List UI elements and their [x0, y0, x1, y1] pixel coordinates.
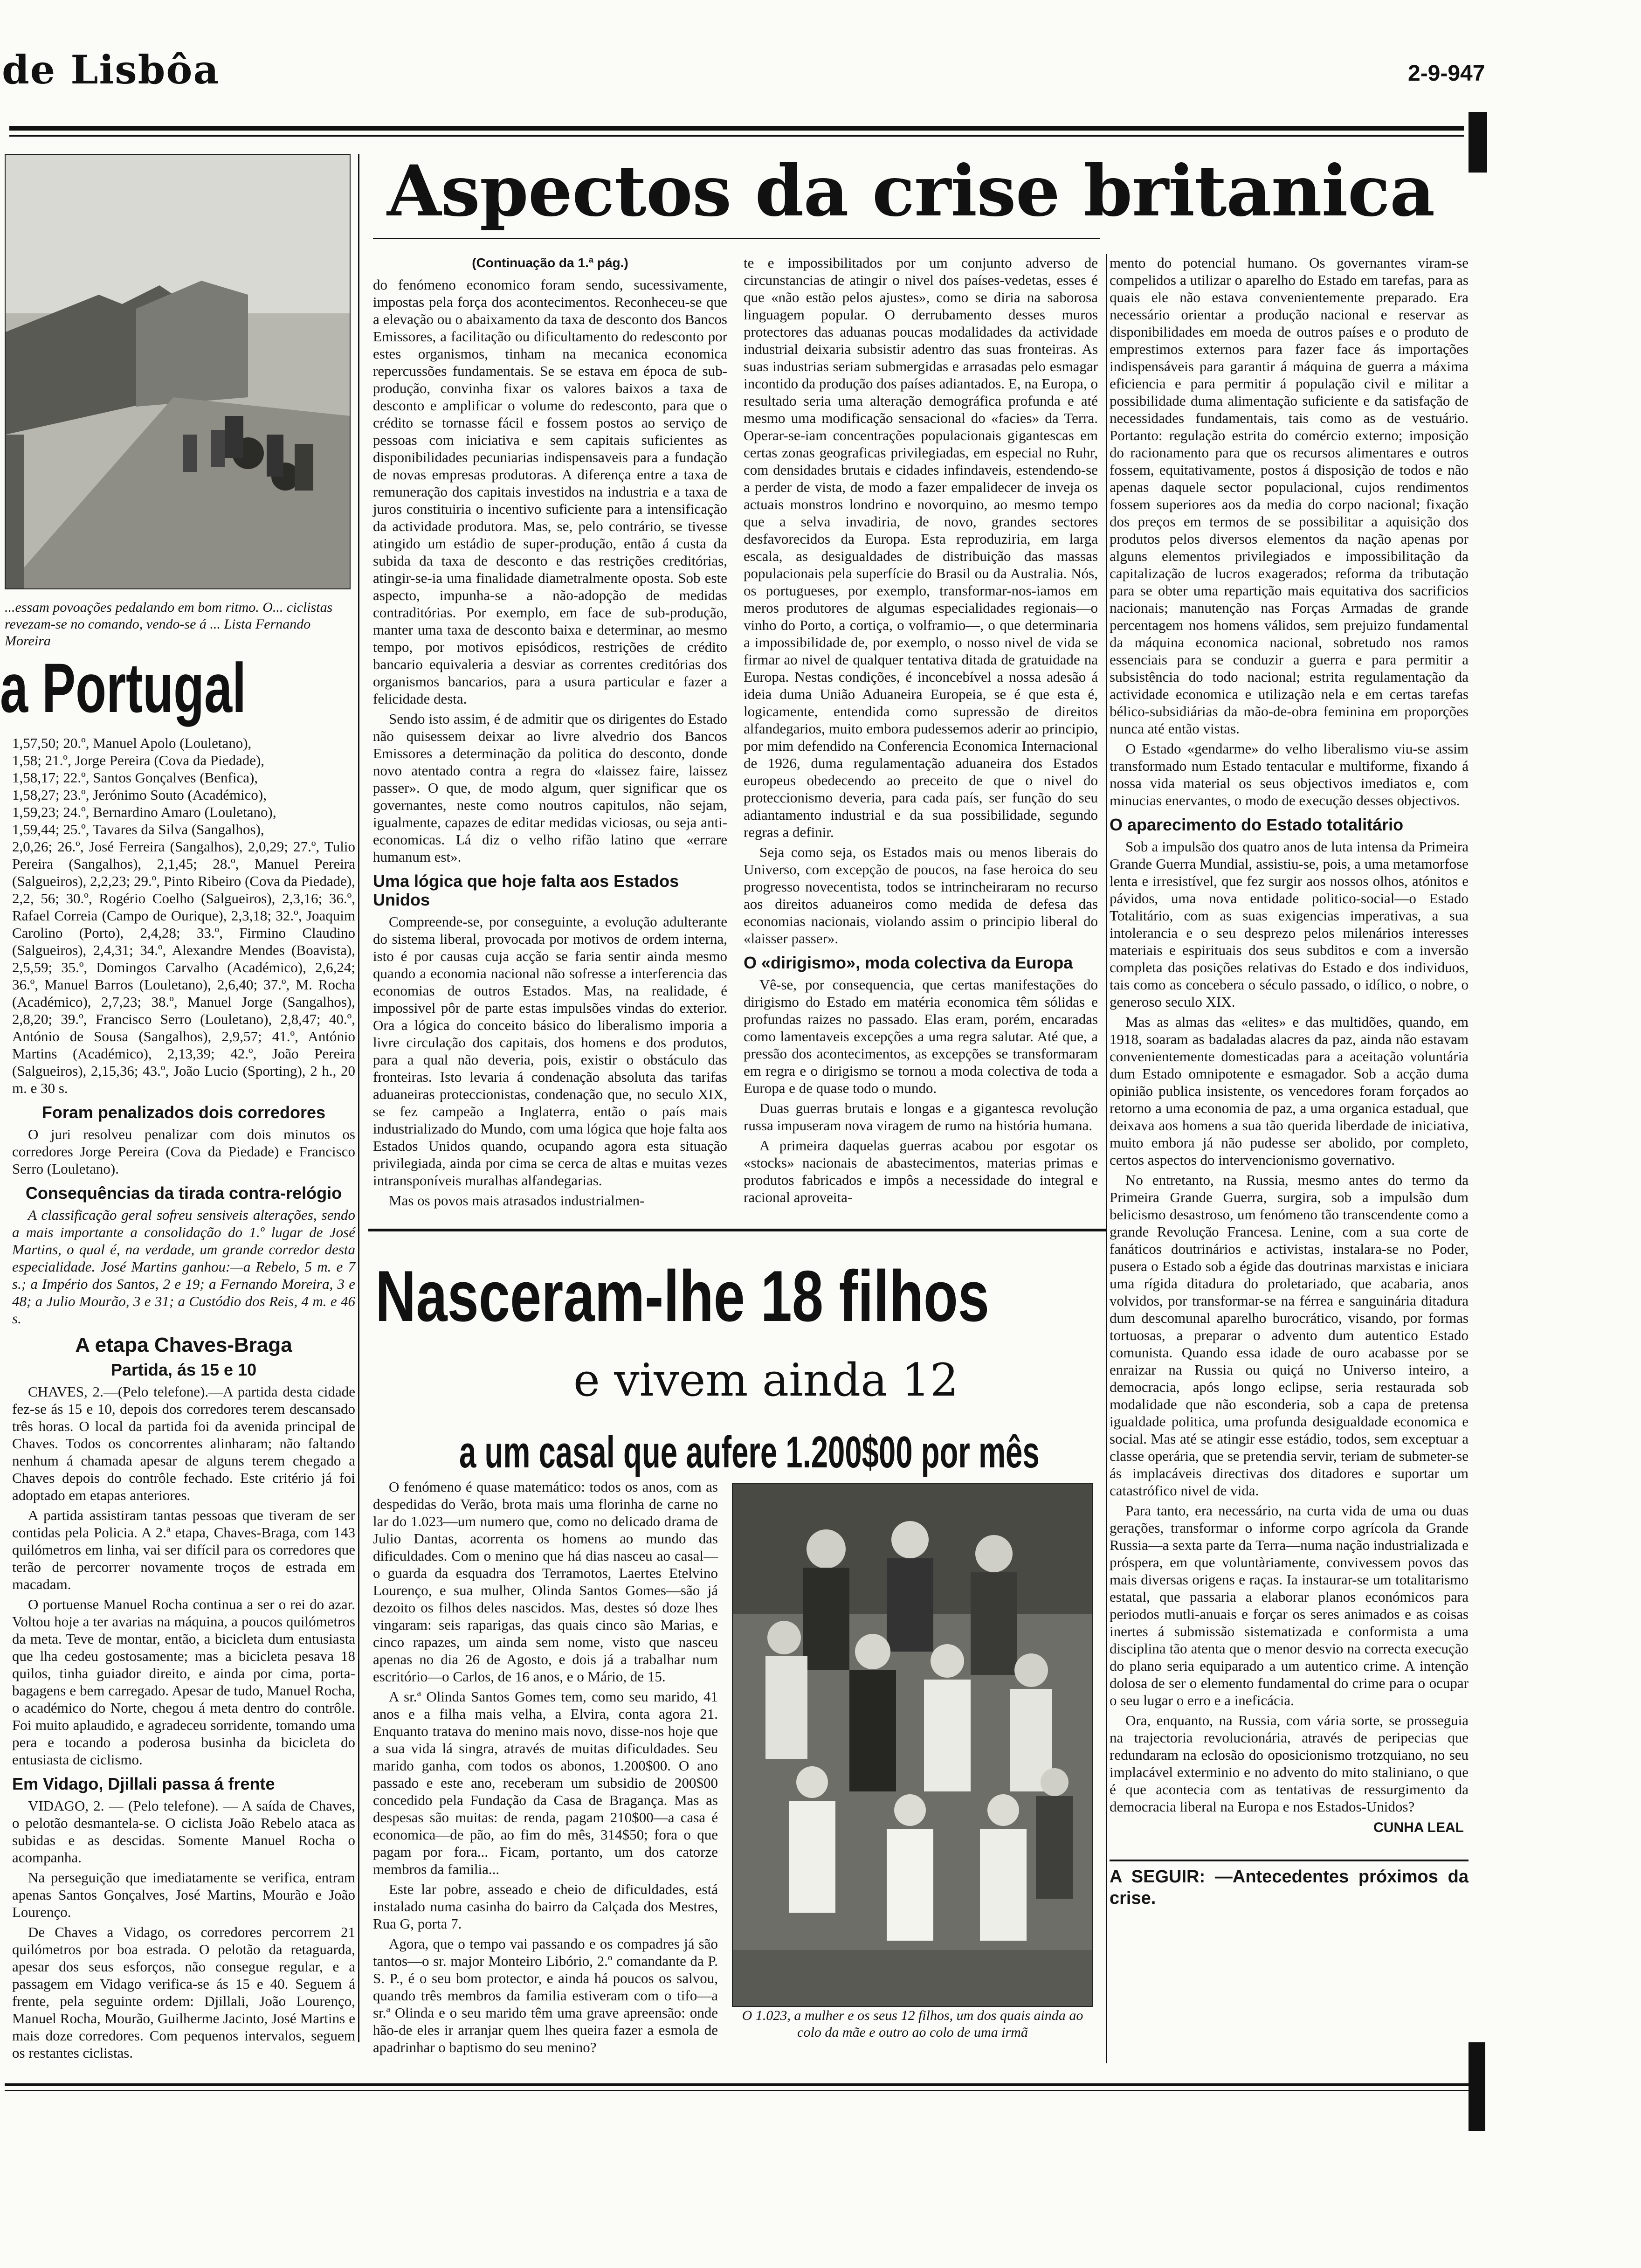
chaves-paragraph: A partida assistiram tantas pessoas que tiveram de ser contidas pela Policia. A 2.ª etapa, Chaves-Braga, com 143 quilómetros em linha, vai ser difícil para os corredores que terão de percorrer novamente troços de estrada em macadam. [12, 1507, 355, 1592]
results-text: 1,59,44; 25.º, Tavares da Silva (Sangalhos), [12, 821, 264, 837]
filhos-subhead-2: a um casal que aufere 1.200$00 por mês [459, 1427, 1040, 1477]
portugal-banner: a Portugal [0, 649, 247, 727]
etapa-heading: A etapa Chaves-Braga [75, 1334, 292, 1356]
crise-paragraph: Mas os povos mais atrasados industrialmen- [389, 1192, 645, 1209]
top-rule-thin [9, 135, 1464, 137]
crise-headline-underline [373, 238, 1100, 239]
consequencias-text: A classificação geral sofreu sensiveis alterações, sendo a mais importante a consolidação do 1.º lugar de José Martins, o qual é, na verdade, um grande corredor desta especialidade. José Martins ganhou:—a Rebelo, 5 m. e 7 s.; a Império dos Santos, 2 e 19; a Fernando Moreira, 3 e 48; a Julio Mourão, 3 e 31; a Custódio dos Reis, 4 m. e 46 s. [12, 1207, 355, 1327]
masthead-date: 2-9-947 [1408, 61, 1485, 86]
top-corner-block [1469, 112, 1487, 173]
crise-paragraph: mento do potencial humano. Os governantes viram-se compelidos a utilizar o aparelho do Estado em tarefas, para as quais ele não estava convenientemente preparado. Era necessário orientar a produção nacional e reservar as disponibilidades em moeda de outros países e o produto de emprestimos externos para fazer face ás importações indispensáveis para garantir á máquina de guerra a máxima eficiencia e para permitir á população civil e militar a possibilidade duma alimentação suficiente e da satisfação de necessidades fundamentais, tais como as de vestuário. Portanto: regulação estrita do comércio externo; imposição do racionamento para que os recursos alimentares e outros fossem, equitativamente, postos á disposição de todos e não apenas daquele sector populacional, cujos rendimentos fossem superiores aos da media do corpo nacional; fixação dos preços em termos de se possibilitar a aquisição dos produtos pelos diversos elementos da nação apenas por alguns elementos privilegiados e impossibilitação da capitalização de lucros exagerados; reforma da tributação para se obter uma repartição mais equitativa dos sacrificios nacionais; manutenção nas Forças Armadas de grande percentagem nos homens válidos, sem prejuizo fundamental da máquina economica nacional, sobretudo nos ramos essenciais para se conduzir a guerra e para permitir a subsistência do todo nacional; estrita regulamentação da actividade economica e utilização nela e em certas tarefas bélico-subsidiárias da mão-de-obra feminina em proporções nunca até então vistas. [1110, 255, 1469, 737]
family-photo [732, 1483, 1093, 2007]
filhos-subhead: e vivem ainda 12 [573, 1354, 958, 1406]
vidago-paragraph: Na perseguição que imediatamente se verifica, entram apenas Santos Gonçalves, José Martins, Mourão e João Lourenço. [12, 1869, 355, 1920]
cyclists-photo-image [6, 155, 350, 588]
vidago-paragraph: De Chaves a Vidago, os corredores percorrem 21 quilómetros por boa estrada. O pelotão da retaguarda, apesar dos seus esforços, não consegue regular, e a passagem em Vidago verifica-se ás 15 e 40. Seguem á frente, pela seguinte ordem: Djillali, João Lourenço, Manuel Rocha, Mourão, Guilherme Jacinto, José Martins e mais doze corredores. Com pequenos intervalos, seguem os restantes ciclistas. [12, 1924, 355, 2061]
results-text: 2,0,26; 26.º, José Ferreira (Sangalhos), 2,0,29; 27.º, Tulio Pereira (Sangalhos), 2,1,45; 28.º, Manuel Pereira (Salgueiros), 2,2,23; 29.º, Pinto Ribeiro (Cova da Piedade), 2,2, 56; 30.º, Rogério Coelho (Salgueiros), 2,3,16; 36.º, Rafael Correia (Campo de Ourique), 2,3,18; 32.º, Joaquim Carolino (Porto), 2,4,28; 33.º, Firmino Claudino (Salgueiros), 2,4,31; 34.º, Alexandre Mendes (Boavista), 2,5,59; 35.º, Domingos Carvalho (Académico), 2,6,24; 36.º, Manuel Barros (Louletano), 2,6,40; 37.º, M. Rocha (Académico), 2,7,23; 38.º, Manuel Jorge (Sangalhos), 2,8,20; 39.º, Francisco Serro (Louletano), 2,8,47; 40.º, António de Sousa (Sangalhos), 2,9,57; 41.º, António Martins (Académico), 2,13,39; 42.º, João Pereira (Salgueiros), 2,15,36; 43.º, João Lucio (Sporting), 2 h., 20 m. e 30 s. [12, 838, 355, 1096]
vidago-paragraph: VIDAGO, 2. — (Pelo telefone). — A saída de Chaves, o pelotão desmantela-se. O ciclista João Rebelo ataca as subidas e as descidas. Somente Manuel Rocha o acompanha. [12, 1798, 355, 1866]
cyclists-photo-caption: ...essam povoações pedalando em bom ritmo. O... ciclistas revezam-se no comando, vendo-se á ... Lista Fernando Moreira [5, 600, 333, 649]
chaves-paragraph: O portuense Manuel Rocha continua a ser o rei do azar. Voltou hoje a ter avarias na máquina, a poucos quilómetros da meta. Teve de montar, então, a bicicleta dum entusiasta que lha cedeu gostosamente; mas a bicicleta pesava 18 quilos, tinha guiador direito, e ainda por cima, porta-bagagens e bem carregado. Apesar de tudo, Manuel Rocha, o académico do Norte, chegou á meta dentro do contrôle. Foi muito aplaudido, e agradeceu sorridente, tomando uma pera e tocando a poderosa businha da bicicleta do entusiasta de ciclismo. [12, 1596, 355, 1768]
next-article-box [1110, 1860, 1469, 1909]
filhos-headline: Nasceram-lhe 18 filhos [375, 1256, 990, 1336]
continuation-note: (Continuação da 1.ª pág.) [472, 256, 628, 270]
filhos-text-column [373, 1478, 718, 2059]
crise-paragraph: do fenómeno economico foram sendo, sucessivamente, impostas pela força dos acontecimentos. Reconheceu-se que a elevação ou o abaixamento da taxa de desconto dos Bancos Emissores, a facilitação ou dificultamento do redesconto por estes organismos, tinham na mecanica economica repercussões fundamentais. Se se estava em época de sub-produção, convinha fixar os valores baixos a taxa de desconto e amplificar o volume do redesconto, para que o crédito se tornasse fácil e fossem postos ao serviço de pessoas com iniciativa e sem capitais suficientes as disponibilidades pecuniarias indispensaveis para a fundação de novas empresas produtoras. A diferença entre a taxa de remuneração dos capitais investidos na industria e a taxa de juros constituiria o incentivo suficiente para a intensificação da actividade produtora. Mas, se, pelo contrário, se tivesse atingido um estádio de super-produção, então á custa da subida da taxa de desconto e das restrições creditórias, atingir-se-ia uma finalidade diametralmente oposta. Sob este aspecto, impunha-se a não-adopção de medidas contraditórias. Por exemplo, em face de sub-produção, manter uma taxa de desconto baixa e determinar, ao mesmo tempo, por motivos episódicos, restrições de crédito bancario equivaleria a desviar as correntes creditórias dos organismos bancarios, para a usura particular e fazer a felicidade desta. [373, 277, 727, 707]
bottom-rule [5, 2083, 1469, 2086]
crise-paragraph: O Estado «gendarme» do velho liberalismo viu-se assim transformado num Estado tentacular e multiforme, fixando á nossa vida material os seus objectivos imediatos e, com minucias enervantes, o modo de execução desses objectivos. [1110, 740, 1469, 809]
family-photo-image [733, 1484, 1092, 2006]
crise-author: CUNHA LEAL [1373, 1820, 1464, 1835]
results-text: 1,59,23; 24.º, Bernardino Amaro (Louletano), [12, 804, 276, 820]
cyclists-photo [5, 154, 351, 589]
aparecimento-heading: O aparecimento do Estado totalitário [1110, 815, 1404, 834]
right-column-divider [1106, 254, 1107, 2063]
crise-paragraph: Mas as almas das «elites» e das multidões, quando, em 1918, soaram as badaladas alacres da paz, ainda não estavam convenientemente domesticadas para a aceitação voluntária dum Estado omnipotente e esmagador. Sob a acção duma opinião publica insistente, os vencedores foram forçados ao retorno a uma economia de paz, a uma organica estadual, que deixava aos homens a sua tão querida liberdade de iniciativa, muito embora já não pudesse ser abolido, por completo, certos aspectos do intervencionismo governativo. [1110, 1014, 1469, 1168]
consequencias-heading: Consequências da tirada contra-relógio [25, 1183, 342, 1203]
crise-paragraph: Para tanto, era necessário, na curta vida de uma ou duas gerações, transformar o informe corpo agrícola da Grande Russia—a sexta parte da Terra—numa nação industrializada e próspera, em que voluntàriamente, convivessem povos das mais diversas origens e raças. Ia instaurar-se um totalitarismo estatal, que passaria a elaborar planos económicos para periodos mutli-anuais e forçar os seres animados e as coisas inertes á submissão sistematizada e conformista a uma disciplina tão atenta que o menor desvio na correcta execução do plano seria equiparado a um autentico crime. A intenção dolosa de ser o elemento fundamental do crime para o ocupar o seu lugar o erro e a ineficácia. [1110, 1502, 1469, 1708]
filhos-paragraph: A sr.ª Olinda Santos Gomes tem, como seu marido, 41 anos e a filha mais velha, a Elvira, conta agora 21. Enquanto tratava do menino mais novo, disse-nos hoje que a sua vida lá singra, através de muitas dificuldades. Seu marido ganha, com todos os abonos, 1.200$00. O ano passado e este ano, receberam um subsidio de 200$00 concedido pela Fundação da Casa de Bragança. Mas as despesas são muitas: de renda, pagam 210$00—a casa é economica—de pão, ao fim do mês, 314$50; fora o que pagam por fora... Ficam, portanto, um dos catorze membros da familia... [373, 1688, 718, 1877]
left-column-divider [358, 154, 359, 2042]
crise-paragraph: Seja como seja, os Estados mais ou menos liberais do Universo, com excepção de poucos, na fase heroica do seu progresso novecentista, todos se intrincheiraram no recurso aos direitos aduaneiros como medida de defesa das economias nacionais, violando assim o principio liberal do «laisser passer». [744, 844, 1098, 947]
crise-paragraph: Sob a impulsão dos quatro anos de luta intensa da Primeira Grande Guerra Mundial, assistiu-se, pois, a uma metamorfose lenta e irresistível, que fez surgir aos nossos olhos, atónitos e pávidos, uma nova entidade politico-social—o Estado Totalitário, com as suas exigencias imperativas, a sua intolerancia e o seu desprezo pelos milenários interesses materiais e espirituais dos seus subditos e com a inversão completa das posições relativas do Estado e dos individuos, tais como as concebera o século passado, o idílico, o nobre, o generoso seculo XIX. [1110, 838, 1469, 1010]
crise-paragraph: A primeira daquelas guerras acabou por esgotar os «stocks» nacionais de abastecimentos, materias primas e produtos fabricados e impôs a necessidade do integral e racional aproveita- [744, 1137, 1098, 1205]
crise-column-1 [373, 254, 727, 1212]
results-text: 1,58,27; 23.º, Jerónimo Souto (Académico), [12, 787, 267, 803]
filhos-top-rule [368, 1229, 1106, 1231]
partida-heading: Partida, ás 15 e 10 [110, 1360, 257, 1379]
vidago-heading: Em Vidago, Djillali passa á frente [12, 1774, 275, 1793]
results-text: 1,58,17; 22.º, Santos Gonçalves (Benfica), [12, 769, 258, 786]
right-edge-block [1469, 2042, 1485, 2131]
family-photo-caption: O 1.023, a mulher e os seus 12 filhos, um dos quais ainda ao colo da mãe e outro ao colo de uma irmã [742, 2008, 1083, 2040]
bottom-rule-thin [5, 2090, 1469, 2091]
dirigismo-heading: O «dirigismo», moda colectiva da Europa [744, 953, 1073, 972]
filhos-paragraph: Agora, que o tempo vai passando e os compadres já são tantos—o sr. major Monteiro Libório, 2.º comandante da P. S. P., é o seu bom protector, e ainda há poucos os salvou, quando três membros da familia estiveram com o tifo—a sr.ª Olinda e o seu marido têm uma grave apreensão: onde hão-de eles ir arranjar quem lhes queira fazer a esmola de apadrinhar o baptismo do seu menino? [373, 1936, 718, 2055]
results-text: 1,57,50; 20.º, Manuel Apolo (Louletano), [12, 735, 252, 751]
crise-paragraph: Sendo isto assim, é de admitir que os dirigentes do Estado não quisessem deixar ao livre alvedrio dos Bancos Emissores a determinação da politica do desconto, donde novo atentado contra a regra do «laissez faire, laissez passer». O que, de modo algum, quer significar que os governantes, neste como noutros capitulos, não sejam, igualmente, capazes de editar medidas viciosas, ou seja anti-economicas. Lá diz o velho rifão latino que «errare humanum est». [373, 711, 727, 865]
top-rule [9, 126, 1464, 131]
chaves-paragraph: CHAVES, 2.—(Pelo telefone).—A partida desta cidade fez-se ás 15 e 10, depois dos corredores terem descansado três horas. O local da partida foi da avenida principal de Chaves. Todos os concorrentes alinharam; não faltando nenhum á chamada apesar de alguns terem chegado a Chaves depois do contrôle fechado. Este critério já foi adoptado em etapas anteriores. [12, 1383, 355, 1503]
crise-paragraph: te e impossibilitados por um conjunto adverso de circunstancias de atingir o nivel dos países-vedetas, esses é que «não estão pelos ajustes», como se diria na saborosa linguagem popular. O derrubamento desses muros protectores das aduanas poucas modalidades da actividade industrial deixaria subsistir adentro das suas fronteiras. As suas industrias seriam submergidas e arrasadas pelo esmagar incontido da produção dos países adiantados. E, na Europa, o resultado seria uma alteração demográfica profunda e até mesmo uma modificação sensacional do «facies» da Terra. Operar-se-iam concentrações populacionais gigantescas em certas zonas geograficas privilegiadas, em especial no Ruhr, com densidades brutais e cidades infindaveis, estendendo-se a perder de vista, de modo a fazer empalidecer de inveja os actuais monstros londrino e novorquino, ao mesmo tempo que a selva invadiria, de novo, grandes sectores desfavorecidos da Europa. Esta reproduziria, em larga escala, as desigualdades de distribuição das massas populacionais pela superfície do Brasil ou da Australia. Nós, os portugueses, por exemplo, transformar-nos-iamos em meros produtores de algumas especialidades regionais—o vinho do Porto, a cortiça, o volframio—, o que determinaria a impossibilidade de, por exemplo, o nosso nivel de vida se firmar ao nivel de qualquer tentativa ditada de gratuidade na Europa. Nestas condições, é inconcebível a nossa adesão á ideia duma União Aduaneira Europeia, se é que esta é, logicamente, entendida como supressão de direitos alfandegarios, muito embora pudessemos aderir ao principio, por mim defendido na Conferencia Economica Internacional de 1926, duma regulamentação aduaneira dos Estados europeus obedecendo ao preceito de que o nivel do proteccionismo deveria, para cada país, ser função do seu adiantamento industrial e da sua possibilidade, segundo regras a definir. [744, 255, 1098, 840]
crise-paragraph: No entretanto, na Russia, mesmo antes do termo da Primeira Grande Guerra, surgira, sob a impulsão dum belicismo desastroso, um fenómeno tão transcendente como a grande Revolução Francesa. Lenine, com a sua corte de fanáticos doutrinários e activistas, instalara-se no Poder, pusera o Estado sob a égide das doutrinas marxistas e iniciara uma rígida ditadura do proletariado, que acabaria, anos volvidos, por transformar-se na férrea e sanguinária ditadura dum descomunal aparelho burocrático, visando, por formas tortuosas, a preparar o advento dum autentico Estado comunista. Quando essa idade de ouro acabasse por se enraizar na Russia ou quiçá no Universo inteiro, a democracia, após longo eclipse, seria restaurada sob modalidade que não esconderia, sob a capa de pretensa igualdade politica, uma profunda desigualdade economica e social. Mas até se atingir esse estádio, todos, sem exceptuar a classe operária, que se pretendia servir, teriam de submeter-se ás implacáveis directivas dos ditadores e suportar um catastrófico nivel de vida. [1110, 1172, 1469, 1499]
masthead-title: de Lisbôa [2, 47, 220, 93]
crise-column-2 [744, 254, 1098, 1209]
crise-paragraph: Vê-se, por consequencia, que certas manifestações do dirigismo do Estado em matéria economica têm sólidas e profundas raizes no passado. Elas eram, porém, encaradas como lamentaveis excepções a uma regra salutar. Até que, a pressão dos acontecimentos, as excepções se transformaram em regra e o dirigismo se tornou a moda colectiva de toda a Europa e de quase todo o mundo. [744, 976, 1098, 1096]
results-text: 1,58; 21.º, Jorge Pereira (Cova da Piedade), [12, 752, 265, 768]
crise-paragraph: Duas guerras brutais e longas e a gigantesca revolução russa impuseram nova viragem de rumo na história humana. [744, 1100, 1098, 1134]
filhos-paragraph: Este lar pobre, asseado e cheio de dificuldades, está instalado numa casinha do bairro da Calçada dos Mestres, Rua G, porta 7. [373, 1881, 718, 1932]
penalizados-text: O juri resolveu penalizar com dois minutos os corredores Jorge Pereira (Cova da Piedade) e Francisco Serro (Louletano). [12, 1126, 355, 1177]
next-article-label: A SEGUIR: [1110, 1867, 1206, 1887]
logica-heading: Uma lógica que hoje falta aos Estados Unidos [373, 871, 679, 909]
next-article-text: —Antecedentes próximos da crise. [1110, 1867, 1469, 1908]
crise-column-3 [1110, 254, 1469, 1909]
crise-paragraph: Ora, enquanto, na Russia, com vária sorte, se prosseguia na trajectoria revolucionária, através de peripecias que redundaram na eclosão do oposicionismo trotzquiano, no seu implacável exterminio e no advento do mito staliniano, o que é que acontecia com as tentativas de ressurgimento da democracia liberal na Europa e nos Estados-Unidos? [1110, 1712, 1469, 1815]
crise-headline: Aspectos da crise britanica [387, 150, 1435, 232]
crise-paragraph: Compreende-se, por conseguinte, a evolução adulterante do sistema liberal, provocada por motivos de ordem interna, isto é por causas cuja acção se faria sentir ainda mesmo quando a economia nacional não sofresse a interferencia das economias de outros Estados. Mas, na realidade, é impossivel pôr de parte estas impulsões vindas do exterior. Ora a lógica do conceito básico do liberalismo imporia a livre circulação dos capitais, dos homens e dos produtos, para a qual não deveria, pois, existir o obstáculo das fronteiras. Isto levaria á condenação absoluta das tarifas aduaneiras proteccionistas, condenação que, no seculo XIX, se fez campeão a Inglaterra, então o país mais industrializado do Mundo, com uma lógica que hoje falta aos Estados Unidos quando, ocupando agora esta situação privilegiada, ainda por cima se cerca de altas e muitas vezes intransponíveis muralhas alfandegarias. [373, 913, 727, 1189]
left-results-column [12, 734, 355, 2064]
filhos-paragraph: O fenómeno é quase matemático: todos os anos, com as despedidas do Verão, brota mais uma florinha de carne no lar do 1.023—um numero que, como no delicado drama de Julio Dantas, acorrenta os homens ao mundo das dificuldades. Com o menino que há dias nasceu ao casal—o guarda da esquadra dos Terramotos, Laertes Etelvino Lourenço, e sua mulher, Olinda Santos Gomes—são já dezoito os filhos deles nascidos. Mas, destes só doze lhes vingaram: seis raparigas, das quais cinco são Marias, e cinco rapazes, um ainda sem nome, visto que nasceu apenas no dia 26 de Agosto, e dois já a trabalhar num escritório—o Carlos, de 16 anos, e o Mário, de 15. [373, 1479, 718, 1685]
penalizados-heading: Foram penalizados dois corredores [41, 1103, 326, 1122]
